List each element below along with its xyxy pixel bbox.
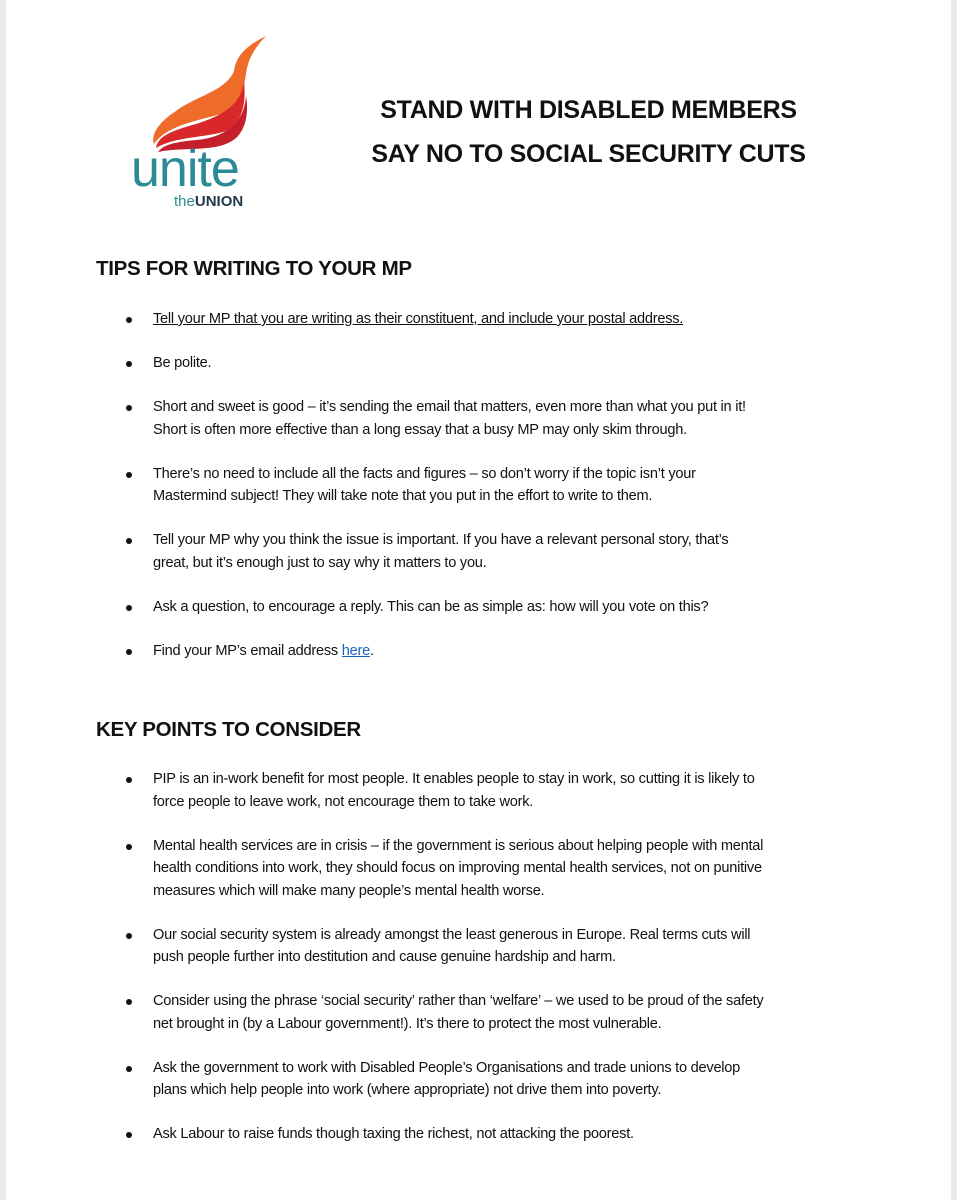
list-item-text: health conditions into work, they should focus on improving mental health services, not on punitive xyxy=(153,860,762,876)
list-item-text: great, but it’s enough just to say why it matters to you. xyxy=(153,554,487,571)
unite-logo xyxy=(126,36,266,211)
list-item-text: PIP is an in-work benefit for most people. It enables people to stay in work, so cutting it is likely to xyxy=(153,771,755,787)
bullet-icon xyxy=(126,844,132,850)
bullet-icon xyxy=(126,472,132,478)
bullet-icon xyxy=(126,999,132,1005)
list-item xyxy=(6,396,906,441)
list-item xyxy=(6,990,906,1035)
list-item xyxy=(6,463,906,508)
list-item-text: push people further into destitution and cause genuine hardship and harm. xyxy=(153,949,616,965)
svg-text:theUNION: theUNION xyxy=(174,193,244,210)
key-points-list xyxy=(6,768,906,1167)
document-page xyxy=(6,0,951,1200)
list-item-text: plans which help people into work (where appropriate) not drive them into poverty. xyxy=(153,1082,662,1098)
title-line: STAND WITH DISABLED MEMBERS xyxy=(380,96,797,124)
list-item-text: force people to leave work, not encourage them to take work. xyxy=(153,793,534,810)
bullet-icon xyxy=(126,317,132,323)
list-item-text: Mental health services are in crisis – if the government is serious about helping people with mental xyxy=(153,837,764,854)
list-item-text: Be polite. xyxy=(153,355,212,371)
bullet-icon xyxy=(126,777,132,783)
svg-text:unite: unite xyxy=(131,140,239,198)
list-item-text: Mastermind subject! They will take note that you put in the effort to write to them. xyxy=(153,488,653,504)
list-item xyxy=(6,640,906,663)
list-item-text: Consider using the phrase ‘social security’ rather than ‘welfare’ – we used to be proud of the safety xyxy=(153,993,764,1009)
list-item xyxy=(6,529,906,574)
list-item-text: Tell your MP why you think the issue is important. If you have a relevant personal story, that’s xyxy=(153,532,729,548)
list-item xyxy=(6,835,906,903)
list-item xyxy=(6,308,906,331)
list-item xyxy=(6,1123,906,1146)
bullet-icon xyxy=(126,1066,132,1072)
list-item xyxy=(6,596,906,619)
list-item xyxy=(6,924,906,969)
period: . xyxy=(369,642,374,659)
list-item-text: Short is often more effective than a long essay that a busy MP may only skim through. xyxy=(153,421,687,438)
list-item xyxy=(6,768,906,813)
page-title xyxy=(306,88,871,176)
bullet-icon xyxy=(126,933,132,939)
bullet-icon xyxy=(126,605,132,611)
list-item-text: Ask Labour to raise funds though taxing the richest, not attacking the poorest. xyxy=(153,1126,634,1142)
list-item-text: Short and sweet is good – it’s sending the email that matters, even more than what you put in it! xyxy=(153,399,746,415)
list-item-text: There’s no need to include all the facts and figures – so don’t worry if the topic isn’t your xyxy=(153,465,696,482)
list-item-text: Tell your MP that you are writing as their constituent, and include your postal address. xyxy=(153,311,684,327)
bullet-icon xyxy=(126,405,132,411)
key-points-heading: KEY POINTS TO CONSIDER xyxy=(96,718,361,741)
list-item-text: net brought in (by a Labour government!). It’s there to protect the most vulnerable. xyxy=(153,1015,662,1032)
list-item-text xyxy=(153,640,906,663)
bullet-icon xyxy=(126,538,132,544)
find-mp-link[interactable]: here xyxy=(341,642,370,659)
list-item-text: Our social security system is already amongst the least generous in Europe. Real terms cuts will xyxy=(153,926,751,943)
list-item-text: Ask the government to work with Disabled People’s Organisations and trade unions to develop xyxy=(153,1059,741,1076)
bullet-icon xyxy=(126,649,132,655)
bullet-icon xyxy=(126,1132,132,1138)
flame-icon xyxy=(126,36,266,211)
list-item xyxy=(6,352,906,375)
find-mp-text: Find your MP’s email address xyxy=(153,642,342,659)
list-item-text: measures which will make many people’s mental health worse. xyxy=(153,882,545,899)
tips-heading: TIPS FOR WRITING TO YOUR MP xyxy=(96,257,412,280)
list-item-text: Ask a question, to encourage a reply. This can be as simple as: how will you vote on this? xyxy=(153,598,709,615)
tips-list xyxy=(6,308,906,684)
list-item xyxy=(6,1057,906,1102)
title-line: SAY NO TO SOCIAL SECURITY CUTS xyxy=(371,140,806,168)
bullet-icon xyxy=(126,361,132,367)
